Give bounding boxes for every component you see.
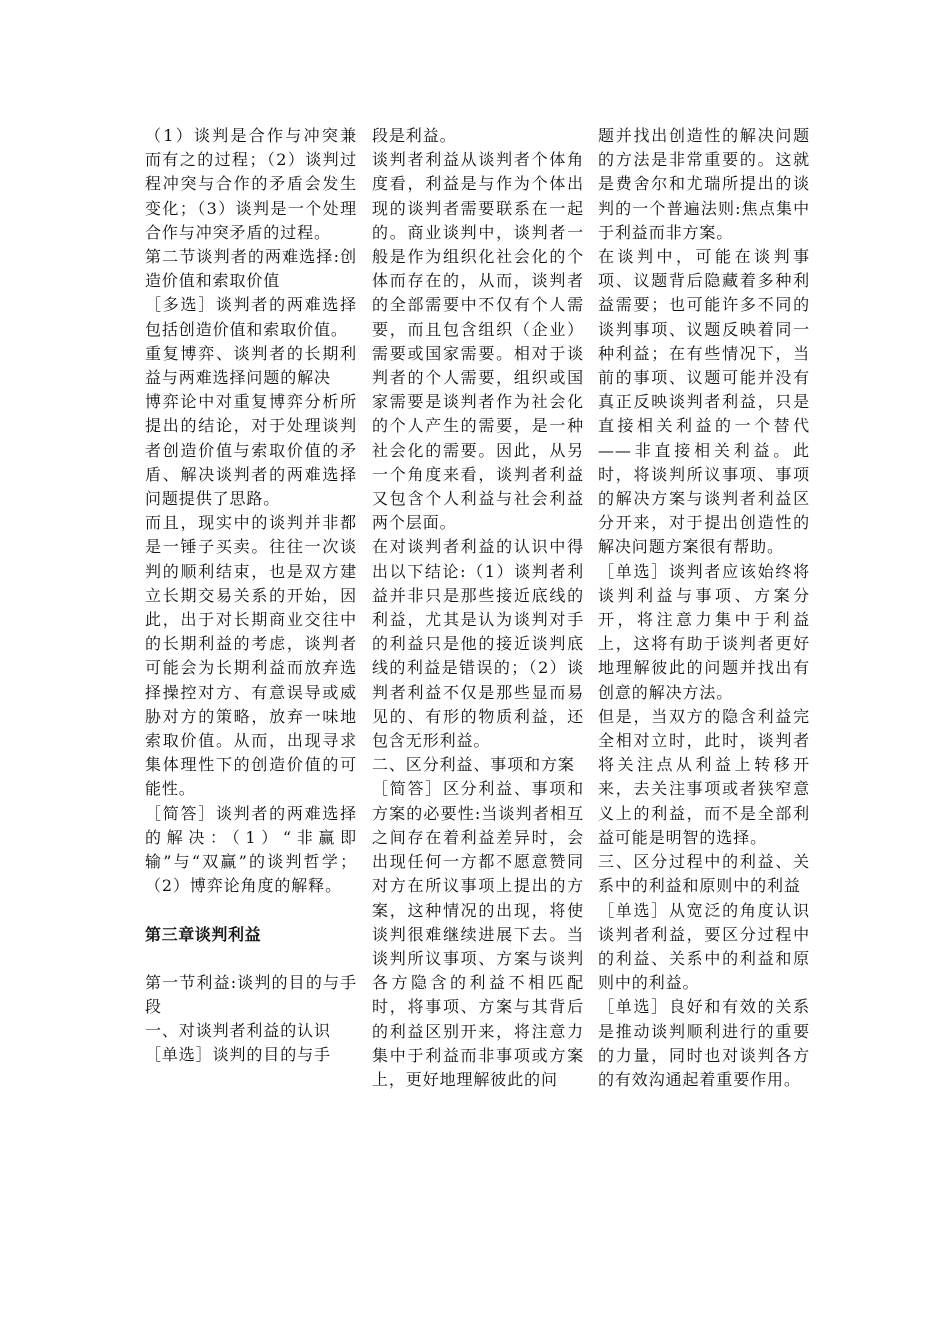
paragraph: 第一节利益:谈判的目的与手段 xyxy=(145,972,357,1016)
paragraph: ［单选］良好和有效的关系是推动谈判顺利进行的重要的力量，同时也对谈判各方的有效沟通起着重要作用。 xyxy=(598,997,810,1089)
paragraph: 段是利益。 xyxy=(372,126,457,145)
paragraph: 第二节谈判者的两难选择:创造价值和索取价值 xyxy=(145,247,357,291)
paragraph: 题并找出创造性的解决问题的方法是非常重要的。这就是费舍尔和尤瑞所提出的谈判的一个普遍法则:焦点集中于利益而非方案。 xyxy=(598,126,810,242)
paragraph: 在对谈判者利益的认识中得出以下结论:（1）谈判者利益并非只是那些接近底线的利益，尤其是认为谈判对手的利益只是他的接近谈判底线的利益是错误的；（2）谈判者利益不仅是那些显而易见的、有形的物质利益，还包含无形利益。 xyxy=(372,537,584,751)
text-column-left xyxy=(145,124,357,1068)
spacer xyxy=(145,899,357,923)
paragraph: 一、对谈判者利益的认识 xyxy=(145,1021,331,1041)
paragraph: 在谈判中，可能在谈判事项、议题背后隐藏着多种利益需要；也可能许多不同的谈判事项、议题反映着同一种利益；在有些情况下，当前的事项、议题可能并没有真正反映谈判者利益，只是直接相关利益的一个替代——非直接相关利益。此时，将谈判所议事项、事项的解决方案与谈判者利益区分开来，对于提出创造性的解决问题方案很有帮助。 xyxy=(598,247,810,557)
paragraph: ［简答］谈判者的两难选择的解决：（1）“非赢即输”与“双赢”的谈判哲学；（2）博弈论角度的解释。 xyxy=(145,803,357,896)
paragraph: ［简答］区分利益、事项和方案的必要性:当谈判者相互之间存在着利益差异时，会出现任何一方都不愿意赞同对方在所议事项上提出的方案，这种情况的出现，将使谈判很难继续进展下去。当谈判所议事项、方案与谈判各方隐含的利益不相匹配时，将事项、方案与其背后的利益区别开来，将注意力集中于利益而非事项或方案上，更好地理解彼此的问 xyxy=(372,779,584,1089)
paragraph: 而且，现实中的谈判并非都是一锤子买卖。往往一次谈判的顺利结束，也是双方建立长期交易关系的开始，因此，出于对长期商业交往中的长期利益的考虑，谈判者可能会为长期利益而放弃选择操控对方、有意误导或威胁对方的策略，放弃一味地索取价值。从而，出现寻求集体理性下的创造价值的可能性。 xyxy=(145,513,357,799)
paragraph: ［单选］谈判的目的与手 xyxy=(145,1045,331,1065)
paragraph: 二、区分利益、事项和方案 xyxy=(372,755,575,775)
paragraph: （1）谈判是合作与冲突兼而有之的过程；（2）谈判过程冲突与合作的矛盾会发生变化；（3）谈判是一个处理合作与冲突矛盾的过程。 xyxy=(145,126,357,242)
paragraph: 三、区分过程中的利益、关系中的利益和原则中的利益 xyxy=(598,852,810,896)
text-column-right xyxy=(598,124,810,1092)
paragraph: ［单选］谈判者应该始终将谈判利益与事项、方案分开，将注意力集中于利益上，这将有助于谈判者更好地理解彼此的问题并找出有创意的解决方法。 xyxy=(598,561,810,702)
chapter-heading: 第三章谈判利益 xyxy=(145,924,262,944)
text-column-middle xyxy=(372,124,584,1092)
spacer xyxy=(145,947,357,971)
paragraph: 博弈论中对重复博弈分析所提出的结论，对于处理谈判者创造价值与索取价值的矛盾、解决谈判者的两难选择问题提供了思路。 xyxy=(145,392,357,509)
paragraph: ［单选］从宽泛的角度认识谈判者利益，要区分过程中的利益、关系中的利益和原则中的利益。 xyxy=(598,900,810,993)
paragraph: ［多选］谈判者的两难选择包括创造价值和索取价值。 xyxy=(145,295,357,339)
paragraph: 但是，当双方的隐含利益完全相对立时，此时，谈判者将关注点从利益上转移开来，去关注事项或者狭窄意义上的利益，而不是全部利益可能是明智的选择。 xyxy=(598,706,810,847)
paragraph: 重复博弈、谈判者的长期利益与两难选择问题的解决 xyxy=(145,343,357,388)
paragraph: 谈判者利益从谈判者个体角度看，利益是与作为个体出现的谈判者需要联系在一起的。商业谈判中，谈判者一般是作为组织化社会化的个体而存在的，从而，谈判者的全部需要中不仅有个人需要，而且包含组织（企业）需要或国家需要。相对于谈判者的个人需要，组织或国家需要是谈判者作为社会化的个人产生的需要，是一种社会化的需要。因此，从另一个角度来看，谈判者利益又包含个人利益与社会利益两个层面。 xyxy=(372,150,584,533)
